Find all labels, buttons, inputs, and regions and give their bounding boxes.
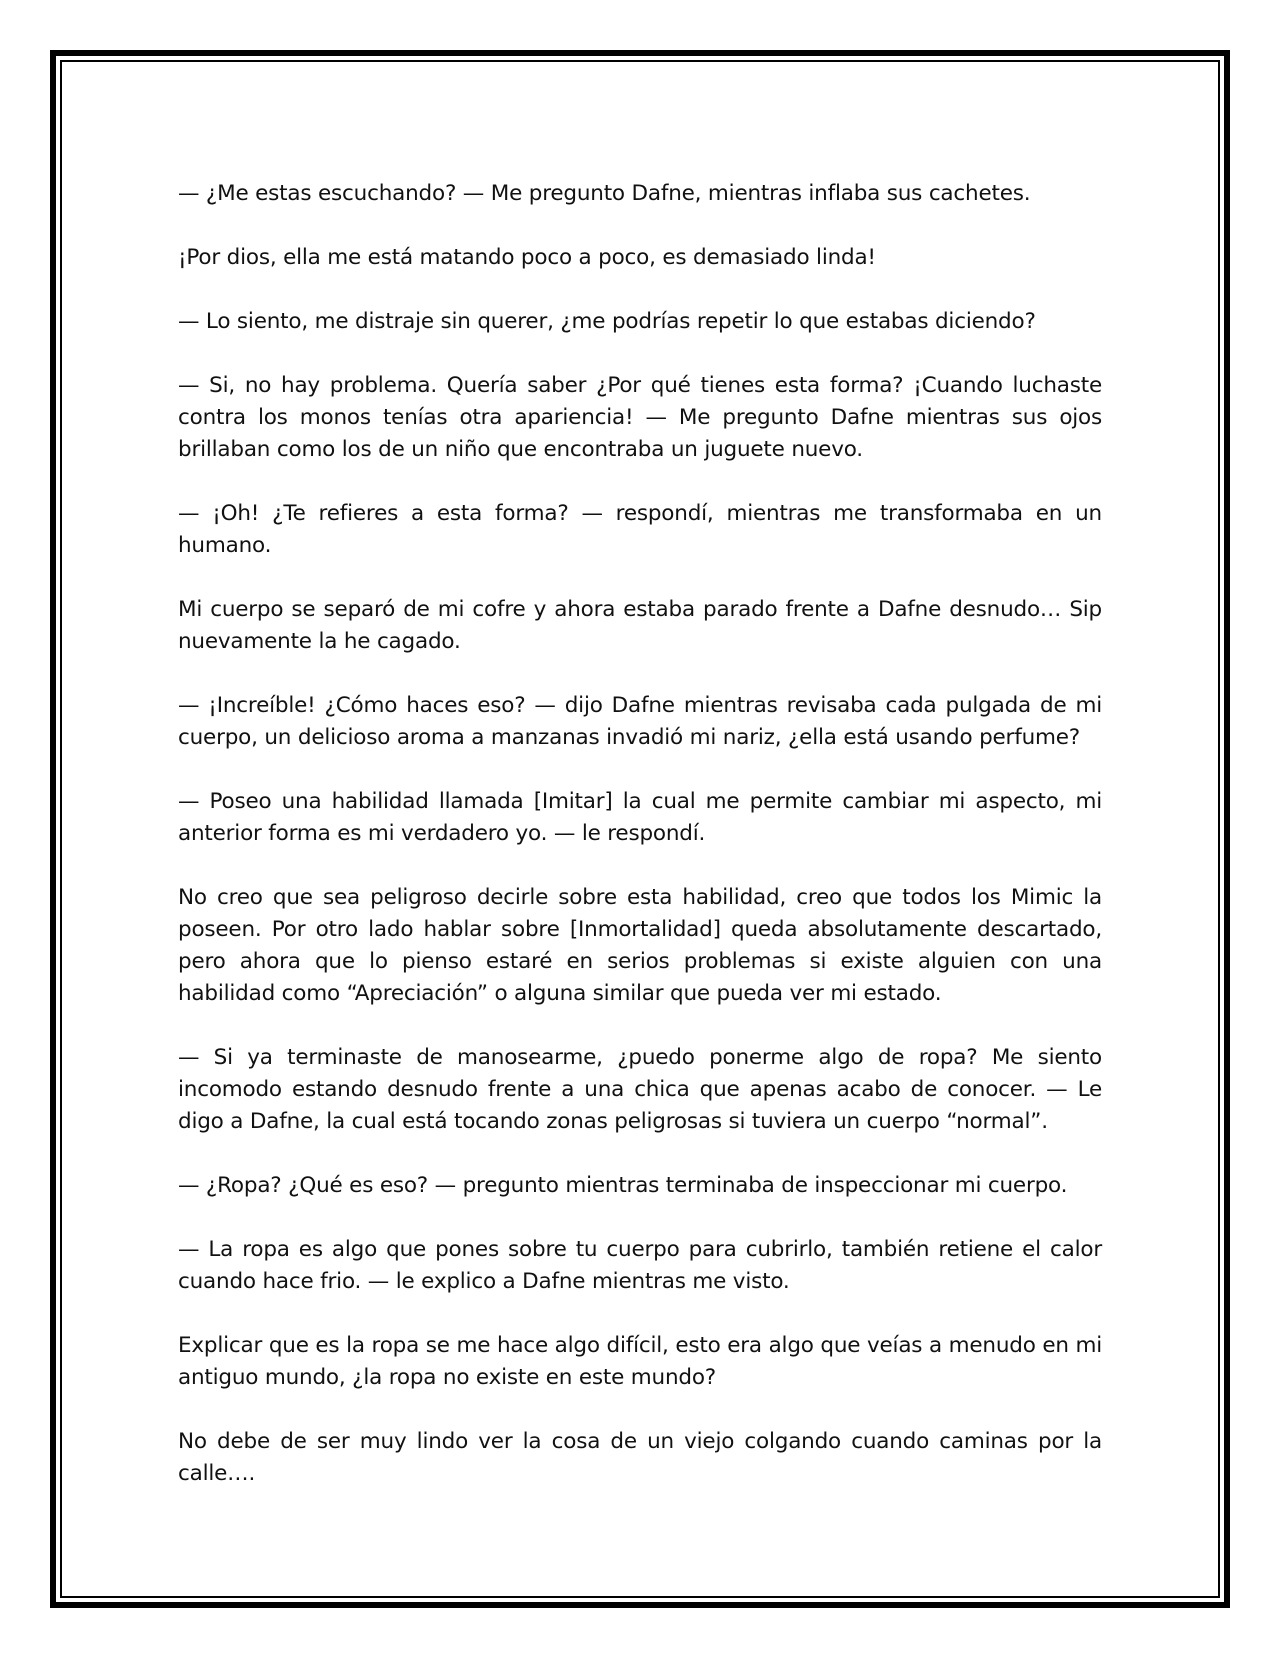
paragraph-3: — Lo siento, me distraje sin querer, ¿me podrías repetir lo que estabas diciendo? bbox=[178, 309, 1036, 334]
paragraph-11: — ¿Ropa? ¿Qué es eso? — pregunto mientras terminaba de inspeccionar mi cuerpo. bbox=[178, 1173, 1068, 1198]
paragraph-5: — ¡Oh! ¿Te refieres a esta forma? — respondí, mientras me transformaba en un humano. bbox=[178, 501, 1102, 558]
paragraph-7: — ¡Increíble! ¿Cómo haces eso? — dijo Dafne mientras revisaba cada pulgada de mi cuerpo, un delicioso aroma a manzanas invadió mi nariz, ¿ella está usando perfume? bbox=[178, 693, 1102, 750]
paragraph-14: No debe de ser muy lindo ver la cosa de un viejo colgando cuando caminas por la calle…. bbox=[178, 1429, 1102, 1486]
paragraph-1: — ¿Me estas escuchando? — Me pregunto Dafne, mientras inflaba sus cachetes. bbox=[178, 181, 1031, 206]
paragraph-13: Explicar que es la ropa se me hace algo difícil, esto era algo que veías a menudo en mi antiguo mundo, ¿la ropa no existe en este mundo? bbox=[178, 1333, 1102, 1390]
document-body bbox=[178, 178, 1102, 1522]
paragraph-6: Mi cuerpo se separó de mi cofre y ahora estaba parado frente a Dafne desnudo… Sip nuevamente la he cagado. bbox=[178, 597, 1102, 654]
paragraph-9: No creo que sea peligroso decirle sobre esta habilidad, creo que todos los Mimic la poseen. Por otro lado hablar sobre [Inmortalidad] queda absolutamente descartado, pero ahora que lo pienso estaré en serios problemas si existe alguien con una habilidad como “Apreciación” o alguna similar que pueda ver mi estado. bbox=[178, 885, 1102, 1006]
paragraph-2: ¡Por dios, ella me está matando poco a poco, es demasiado linda! bbox=[178, 245, 876, 270]
paragraph-12: — La ropa es algo que pones sobre tu cuerpo para cubrirlo, también retiene el calor cuando hace frio. — le explico a Dafne mientras me visto. bbox=[178, 1237, 1102, 1294]
paragraph-8: — Poseo una habilidad llamada [Imitar] la cual me permite cambiar mi aspecto, mi anterior forma es mi verdadero yo. — le respondí. bbox=[178, 789, 1102, 846]
paragraph-10: — Si ya terminaste de manosearme, ¿puedo ponerme algo de ropa? Me siento incomodo estando desnudo frente a una chica que apenas acabo de conocer. — Le digo a Dafne, la cual está tocando zonas peligrosas si tuviera un cuerpo “normal”. bbox=[178, 1045, 1102, 1134]
paragraph-4: — Si, no hay problema. Quería saber ¿Por qué tienes esta forma? ¡Cuando luchaste contra los monos tenías otra apariencia! — Me pregunto Dafne mientras sus ojos brillaban como los de un niño que encontraba un juguete nuevo. bbox=[178, 373, 1102, 462]
